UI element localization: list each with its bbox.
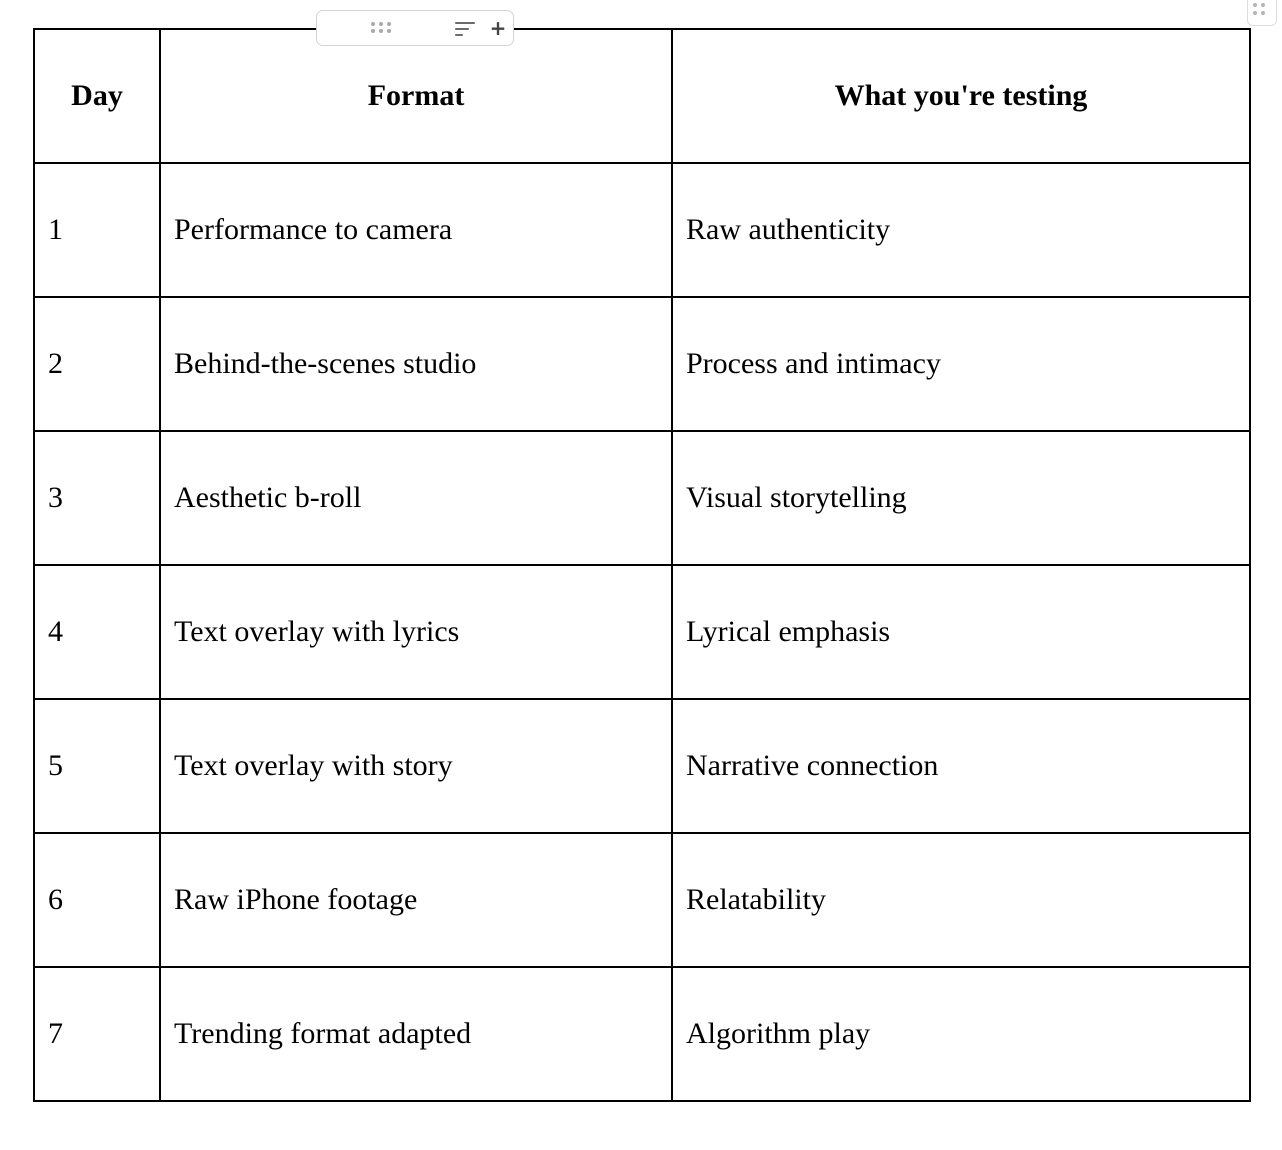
cell-format[interactable]: Raw iPhone footage [160,833,672,967]
cell-day[interactable]: 5 [34,699,160,833]
header-day[interactable]: Day [34,29,160,163]
table-row [34,163,1250,297]
table-row [34,699,1250,833]
drag-handle-icon[interactable] [371,22,399,38]
cell-testing[interactable]: Algorithm play [672,967,1250,1101]
table-row [34,431,1250,565]
cell-testing[interactable]: Visual storytelling [672,431,1250,565]
cell-day[interactable]: 7 [34,967,160,1101]
column-toolbar [316,10,514,46]
cell-format[interactable]: Behind-the-scenes studio [160,297,672,431]
content-table [33,28,1251,1102]
table-row [34,833,1250,967]
cell-testing[interactable]: Narrative connection [672,699,1250,833]
block-drag-handle-icon[interactable] [1247,0,1277,26]
cell-testing[interactable]: Process and intimacy [672,297,1250,431]
cell-testing[interactable]: Raw authenticity [672,163,1250,297]
cell-format[interactable]: Trending format adapted [160,967,672,1101]
table-row [34,565,1250,699]
cell-day[interactable]: 4 [34,565,160,699]
cell-day[interactable]: 1 [34,163,160,297]
cell-testing[interactable]: Relatability [672,833,1250,967]
header-format[interactable]: Format [160,29,672,163]
plus-icon[interactable]: + [489,16,507,40]
header-row [34,29,1250,163]
sort-icon[interactable] [455,21,477,37]
cell-format[interactable]: Performance to camera [160,163,672,297]
cell-format[interactable]: Text overlay with story [160,699,672,833]
cell-day[interactable]: 6 [34,833,160,967]
table-row [34,967,1250,1101]
table-row [34,297,1250,431]
cell-format[interactable]: Aesthetic b-roll [160,431,672,565]
header-testing[interactable]: What you're testing [672,29,1250,163]
cell-testing[interactable]: Lyrical emphasis [672,565,1250,699]
cell-day[interactable]: 2 [34,297,160,431]
cell-day[interactable]: 3 [34,431,160,565]
cell-format[interactable]: Text overlay with lyrics [160,565,672,699]
